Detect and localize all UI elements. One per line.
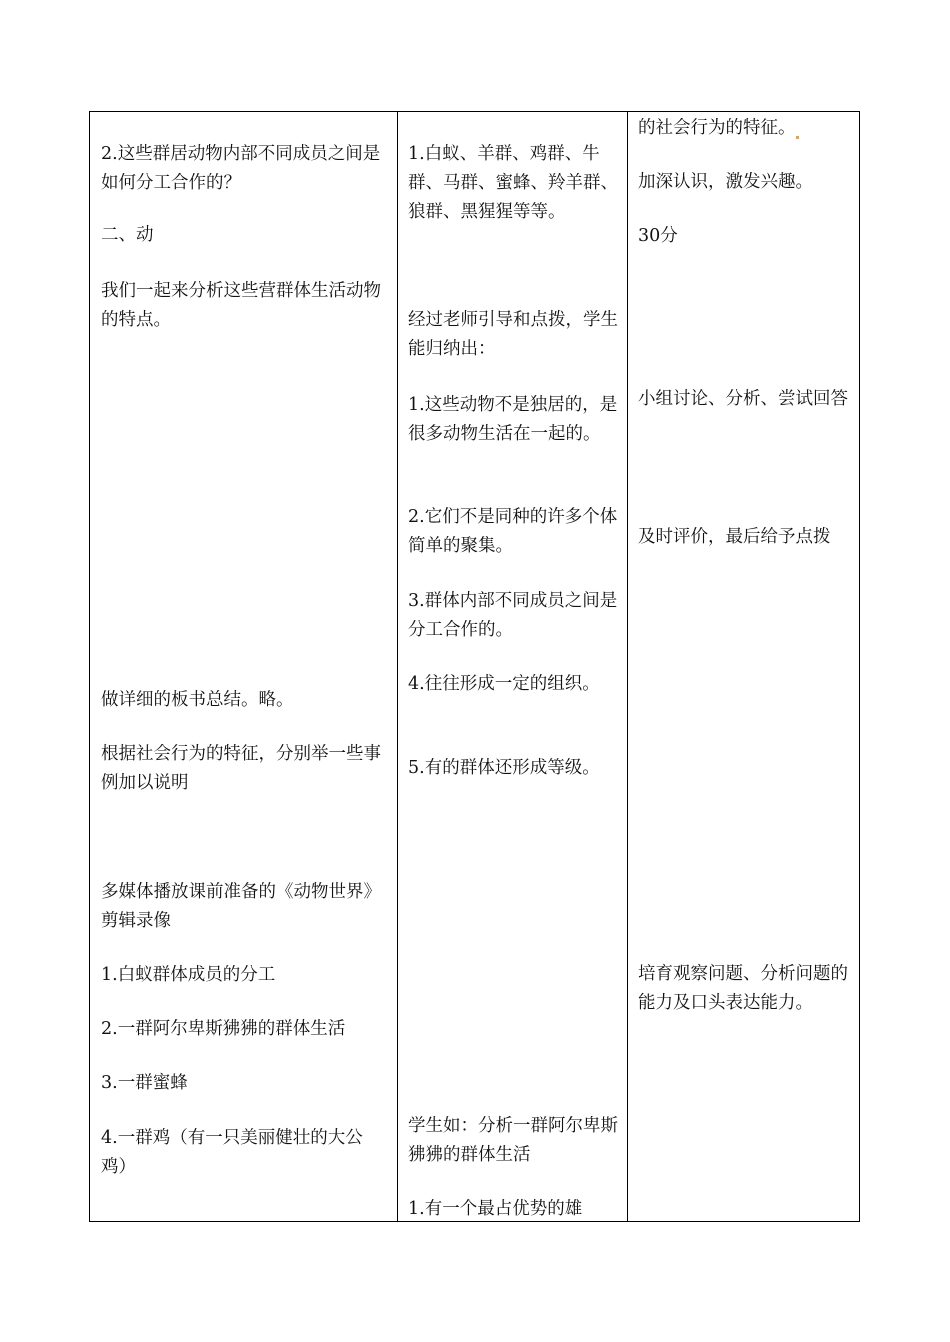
baboon-analysis: 学生如：分析一群阿尔卑斯狒狒的群体生活 xyxy=(408,1116,618,1165)
multimedia-note: 多媒体播放课前准备的《动物世界》剪辑录像 xyxy=(101,882,381,931)
student-activity-column xyxy=(397,112,628,1221)
intent-deepen: 加深认识，激发兴趣。 xyxy=(638,172,813,192)
animal-list: 1.白蚁、羊群、鸡群、牛群、马群、蜜蜂、羚羊群、狼群、黑猩猩等等。 xyxy=(408,144,618,222)
video-item-4: 4.一群鸡（有一只美丽健壮的大公鸡） xyxy=(101,1128,363,1177)
teacher-activity-column xyxy=(90,112,398,1221)
guided-summary: 经过老师引导和点拨，学生能归纳出： xyxy=(408,310,618,359)
video-item-1: 1.白蚁群体成员的分工 xyxy=(101,965,276,985)
point-2: 2.它们不是同种的许多个体简单的聚集。 xyxy=(408,507,618,556)
intent-group-discussion: 小组讨论、分析、尝试回答 xyxy=(638,389,848,409)
intent-ability: 培育观察问题、分析问题的能力及口头表达能力。 xyxy=(638,964,848,1013)
section-heading: 二、动 xyxy=(101,225,154,245)
time-allotment: 30分 xyxy=(638,226,678,246)
point-3: 3.群体内部不同成员之间是分工合作的。 xyxy=(408,591,618,640)
baboon-point-1: 1.有一个最占优势的雄 xyxy=(408,1199,583,1219)
lesson-table xyxy=(89,111,860,1222)
design-intent-column xyxy=(627,112,859,1221)
intent-evaluation: 及时评价，最后给予点拨 xyxy=(638,527,831,547)
intent-feature: 的社会行为的特征。 xyxy=(638,114,856,143)
point-4: 4.往往形成一定的组织。 xyxy=(408,674,600,694)
video-item-2: 2.一群阿尔卑斯狒狒的群体生活 xyxy=(101,1019,346,1039)
point-1: 1.这些动物不是独居的，是很多动物生活在一起的。 xyxy=(408,395,618,444)
analysis-prompt: 我们一起来分析这些营群体生活动物的特点。 xyxy=(101,281,381,330)
board-summary: 做详细的板书总结。略。 xyxy=(101,690,294,710)
point-5: 5.有的群体还形成等级。 xyxy=(408,758,600,778)
mark-dot xyxy=(796,136,799,139)
question-text: 2.这些群居动物内部不同成员之间是如何分工合作的？ xyxy=(101,144,381,193)
video-item-3: 3.一群蜜蜂 xyxy=(101,1073,188,1093)
examples-prompt: 根据社会行为的特征，分别举一些事例加以说明 xyxy=(101,744,381,793)
